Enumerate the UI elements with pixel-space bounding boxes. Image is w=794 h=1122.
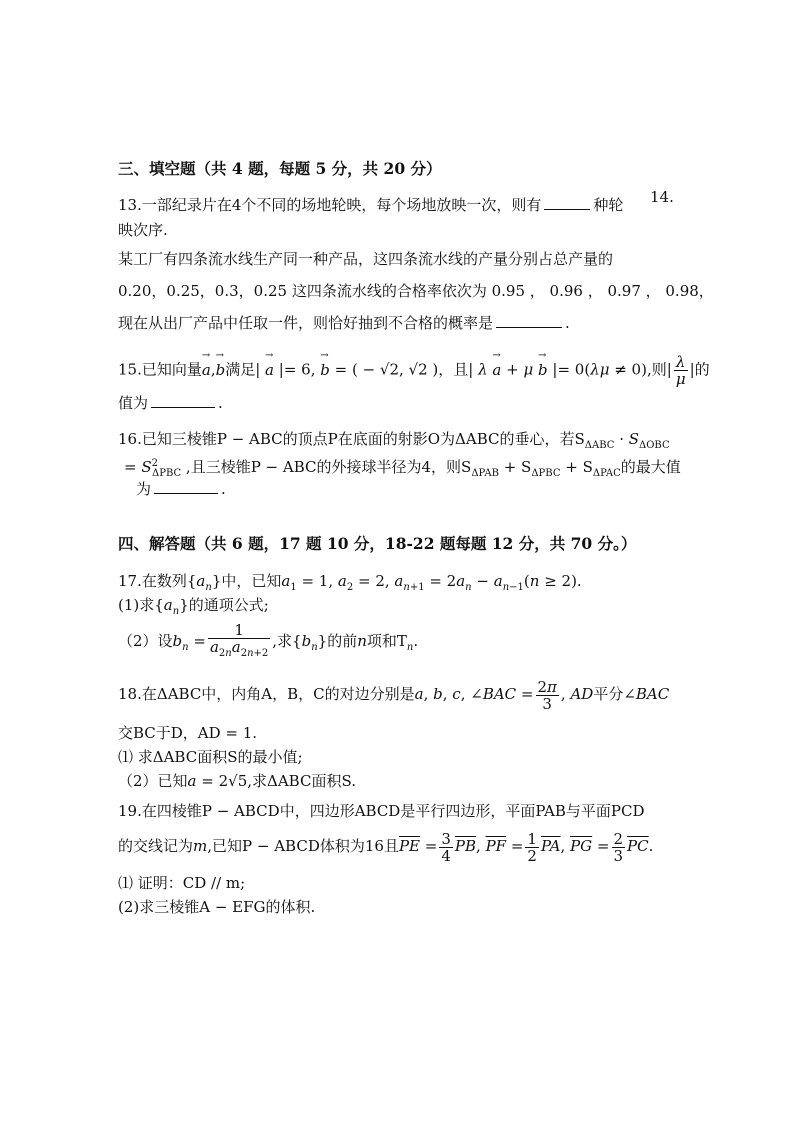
question-19-line2: 的交线记为m,已知P − ABCD体积为16且$\overline{PE}$ = $\frac{3}{4}$ $\overline{PB}$, $\overline{PF}$ = $\frac{1}{2}$ $\overline{PA}$, $\overline{PG}$ = $\frac{2}{3}$ $\overline{PC}$. — [118, 829, 654, 865]
q15-prefix: 15.已知向量 — [118, 360, 202, 379]
q17-line1a: 17.在数列 — [118, 572, 187, 590]
q16-line2: 且三棱锥P − ABC的外接球半径为4，则 — [190, 458, 462, 476]
q13-text-a: 13.一部纪录片在4个不同的场地轮映，每个场地放映一次，则有 — [118, 196, 542, 214]
q17-part2a: （2）设 — [118, 632, 173, 650]
q13-answer-blank — [544, 208, 590, 210]
q17-part2d: 项和 — [366, 632, 397, 650]
question-17-line1: 17.在数列$\{a_n\}$中，已知$a_1 = 1$, $a_2 = 2$, $a_{n+1} = 2a_n - a_{n-1}(n \ge 2)$. — [118, 572, 582, 593]
q18-part1: ⑴ 求ΔABC面积S的最小值; — [118, 748, 303, 766]
q17-part2c: 的前 — [327, 632, 358, 650]
q19-part1: ⑴ 证明：CD // m; — [118, 874, 246, 892]
q18-part2a: （2）已知 — [118, 772, 188, 790]
q19-line2b: ,已知P − ABCD体积为16且 — [207, 837, 399, 855]
q18-line2: 交BC于D，AD = 1. — [118, 724, 258, 742]
q15-line2: 值为 — [118, 394, 149, 412]
q17-part2e: . — [413, 632, 419, 650]
question-16-line2: = $S^2_{\Delta PBC}$ ,且三棱锥P − ABC的外接球半径为4，则$S_{\Delta PAB} + S_{\Delta PBC} + S_{\Delta PAC}$的最大值 — [124, 458, 681, 479]
q15-tail: 的 — [694, 360, 710, 379]
q16-line2-end: 的最大值 — [620, 458, 681, 476]
q19-line1: 19.在四棱锥P − ABCD中，四边形ABCD是平行四边形，平面PAB与平面PCD — [118, 802, 645, 820]
q16-answer-blank — [154, 492, 218, 494]
q14-line2: 0.20，0.25，0.3，0.25 这四条流水线的合格率依次为 0.95 ， 0.96 ， 0.97 ， 0.98， — [118, 282, 714, 300]
q19-line2a: 的交线记为 — [118, 837, 194, 855]
question-15-line2 — [118, 392, 688, 414]
q15-cond: 满足 — [225, 360, 256, 379]
question-14-line3 — [118, 312, 688, 334]
q16-line1: 16.已知三棱锥P − ABC的顶点P在底面的射影O为ΔABC的垂心，若 — [118, 430, 575, 448]
q15-then: 则 — [651, 360, 667, 379]
question-13 — [118, 194, 688, 216]
q19-part2: (2)求三棱锥A − EFG的体积. — [118, 898, 316, 916]
q16-line3-end: . — [221, 480, 226, 498]
q17-line1b: 中，已知 — [221, 572, 282, 590]
q14-stray-number: 14. — [650, 188, 674, 206]
question-17-part2: （2）设$b_n$ = $\frac{1}{a_{2n}a_{2n+2}}$ ,求$\{b_n\}$的前n项和$T_n$. — [118, 621, 419, 659]
question-16-line3 — [136, 478, 706, 500]
q18-line1a: 18.在ΔABC中，内角A，B，C的对边分别是 — [118, 685, 415, 703]
q17-part2b: ,求 — [272, 632, 293, 650]
q18-line1b: 平分 — [593, 685, 624, 703]
section3-heading: 三、填空题（共 4 题，每题 5 分，共 20 分） — [118, 159, 442, 178]
question-15: 15.已知向量→ a,→ b满足| → a |= 6, → b = ( − √2, √2 )，且| λ → a + μ → b |= 0(λμ ≠ 0),则| $\frac{\lambda}{\mu}$ |的 — [118, 354, 688, 387]
q14-line1: 某工厂有四条流水线生产同一种产品，这四条流水线的产量分别占总产量的 — [118, 250, 614, 268]
q16-line3: 为 — [136, 480, 152, 498]
question-18-part2: （2）已知a = 2√5,求ΔABC面积S. — [118, 772, 356, 790]
q17-part1a: (1)求 — [118, 596, 155, 614]
q15-and: ，且 — [438, 360, 469, 379]
q14-answer-blank — [496, 326, 562, 328]
q17-part1b: 的通项公式; — [188, 596, 269, 614]
question-17-part1: (1)求$\{a_n\}$的通项公式; — [118, 596, 269, 617]
q15-answer-blank — [151, 406, 215, 408]
question-16-line1: 16.已知三棱锥P − ABC的顶点P在底面的射影O为ΔABC的垂心，若$S_{\Delta ABC} \cdot S_{\Delta OBC}$ — [118, 430, 670, 451]
q13-text-b: 种轮 — [593, 196, 624, 214]
q18-part2b: ,求ΔABC面积S. — [247, 772, 356, 790]
q15-line2-end: . — [218, 394, 223, 412]
q14-line3-end: . — [565, 314, 570, 332]
q13-text-c: 映次序. — [118, 221, 168, 239]
q14-line3: 现在从出厂产品中任取一件，则恰好抽到不合格的概率是 — [118, 314, 494, 332]
question-18-line1: 18.在ΔABC中，内角A，B，C的对边分别是a, b, c, ∠BAC = $\frac{2\pi}{3}$ , AD平分∠BAC — [118, 677, 670, 713]
section4-heading: 四、解答题（共 6 题，17 题 10 分，18-22 题每题 12 分，共 70 分。） — [118, 534, 637, 553]
